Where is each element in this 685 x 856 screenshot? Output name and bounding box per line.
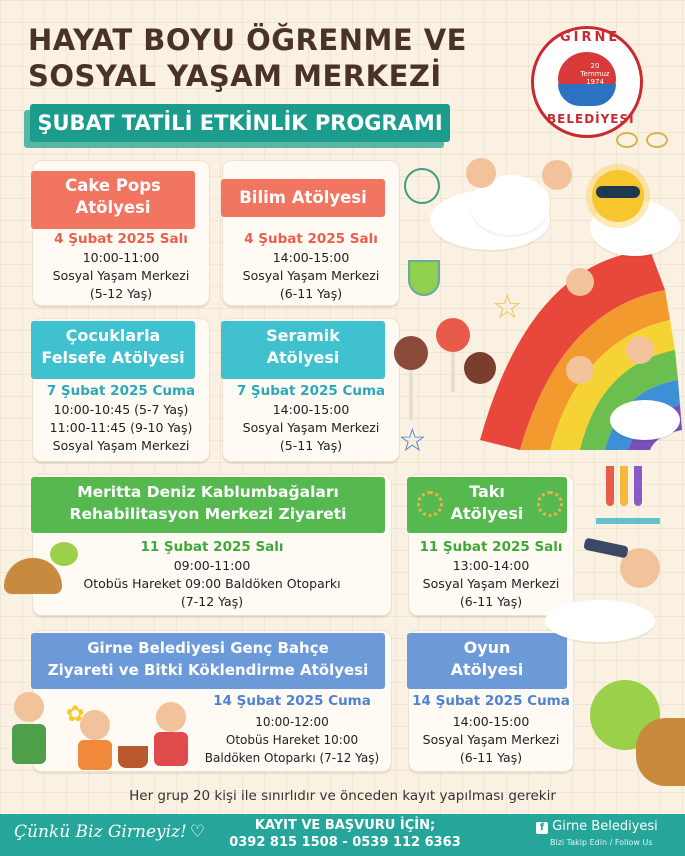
telescope-icon: [583, 538, 629, 559]
social-link[interactable]: f Girne Belediyesi: [536, 819, 658, 834]
bracelet-icon: [417, 491, 443, 517]
event-date: 11 Şubat 2025 Salı: [140, 539, 284, 555]
event-title: Meritta Deniz Kablumbağaları Rehabilitasyon Merkezi Ziyareti: [31, 477, 385, 533]
event-date: 14 Şubat 2025 Cuma: [213, 693, 371, 709]
atom-icon: [404, 168, 440, 204]
event-card-meritta: [32, 474, 392, 616]
logo-text-bottom: BELEDİYESİ: [547, 112, 635, 126]
event-details: 14:00-15:00 Sosyal Yaşam Merkezi (6-11 Yaş): [242, 250, 380, 301]
event-card-seramik: [222, 318, 400, 462]
gardening-kids-illustration: ✿: [6, 682, 202, 774]
event-details: 10:00-10:45 (5-7 Yaş) 11:00-11:45 (9-10 Yaş) Sosyal Yaşam Merkezi: [49, 402, 193, 453]
event-title: Seramik Atölyesi: [221, 321, 385, 379]
event-title: Cake Pops Atölyesi: [31, 171, 195, 229]
event-details: 10:00-12:00 Otobüs Hareket 10:00 Baldöken Otoparkı (7-12 Yaş): [204, 715, 380, 765]
kids-on-rainbow-illustration: [462, 156, 662, 406]
cloud-icon: [545, 600, 655, 642]
capacity-note: Her grup 20 kişi ile sınırlıdır ve önceden kayıt yapılması gerekir: [129, 788, 556, 804]
event-card-cake-pops: [32, 160, 210, 306]
event-card-taki: [408, 474, 574, 616]
title-line-2: SOSYAL YAŞAM MERKEZİ: [28, 59, 442, 93]
event-card-bilim: [222, 160, 400, 306]
lollipop-icon: [394, 336, 428, 370]
flask-icon: [408, 260, 440, 296]
facebook-icon: f: [536, 822, 548, 834]
event-title: Takı Atölyesi: [407, 477, 567, 533]
follow-us-text: Bizi Takip Edin / Follow Us: [550, 838, 653, 847]
event-details: 14:00-15:00 Sosyal Yaşam Merkezi (6-11 Yaş): [422, 714, 560, 765]
lollipop-stick: [409, 370, 413, 420]
event-card-oyun: [408, 630, 574, 772]
logo-text-top: GİRNE: [560, 30, 621, 45]
cloud-icon: [610, 400, 680, 440]
event-title: Bilim Atölyesi: [221, 179, 385, 217]
registration-info: [220, 817, 470, 851]
bracelet-icon: [537, 491, 563, 517]
event-date: 7 Şubat 2025 Cuma: [46, 383, 196, 399]
test-tube: [606, 466, 614, 506]
event-details: 09:00-11:00 Otobüs Hareket 09:00 Baldöken Otoparkı (7-12 Yaş): [83, 558, 341, 609]
star-icon: ☆: [398, 421, 427, 459]
event-date: 11 Şubat 2025 Salı: [419, 539, 563, 555]
subtitle: ŞUBAT TATİLİ ETKİNLİK PROGRAMI: [37, 111, 443, 135]
event-details: 13:00-14:00 Sosyal Yaşam Merkezi (6-11 Yaş): [422, 558, 560, 609]
registration-label: KAYIT VE BAŞVURU İÇİN;: [254, 818, 436, 833]
lollipop-stick: [451, 352, 455, 392]
phone-numbers: 0392 815 1508 - 0539 112 6363: [229, 835, 461, 850]
event-date: 14 Şubat 2025 Cuma: [412, 693, 570, 709]
test-tube: [620, 466, 628, 506]
event-card-felsefe: [32, 318, 210, 462]
slogan: Çünkü Biz Girneyiz! ♡: [14, 822, 206, 842]
event-date: 4 Şubat 2025 Salı: [54, 231, 188, 247]
turtle-head: [50, 542, 78, 566]
turtle-shell: [636, 718, 685, 786]
page-title: [28, 22, 508, 94]
glasses-icon: [616, 132, 674, 150]
event-title: Çocuklarla Felsefe Atölyesi: [31, 321, 195, 379]
logo-date: 20 Temmuz 1974: [580, 62, 610, 86]
event-date: 7 Şubat 2025 Cuma: [236, 383, 386, 399]
star-icon: ☆: [492, 287, 523, 327]
event-title: Girne Belediyesi Genç Bahçe Ziyareti ve Bitki Köklendirme Atölyesi: [31, 633, 385, 689]
test-tube: [634, 466, 642, 506]
event-title: Oyun Atölyesi: [407, 633, 567, 689]
event-details: 10:00-11:00 Sosyal Yaşam Merkezi (5-12 Yaş): [52, 250, 190, 301]
event-details: 14:00-15:00 Sosyal Yaşam Merkezi (5-11 Yaş): [242, 402, 380, 453]
title-line-1: HAYAT BOYU ÖĞRENME VE: [28, 23, 467, 57]
event-date: 4 Şubat 2025 Salı: [244, 231, 378, 247]
heart-icon: ♡: [189, 822, 206, 842]
